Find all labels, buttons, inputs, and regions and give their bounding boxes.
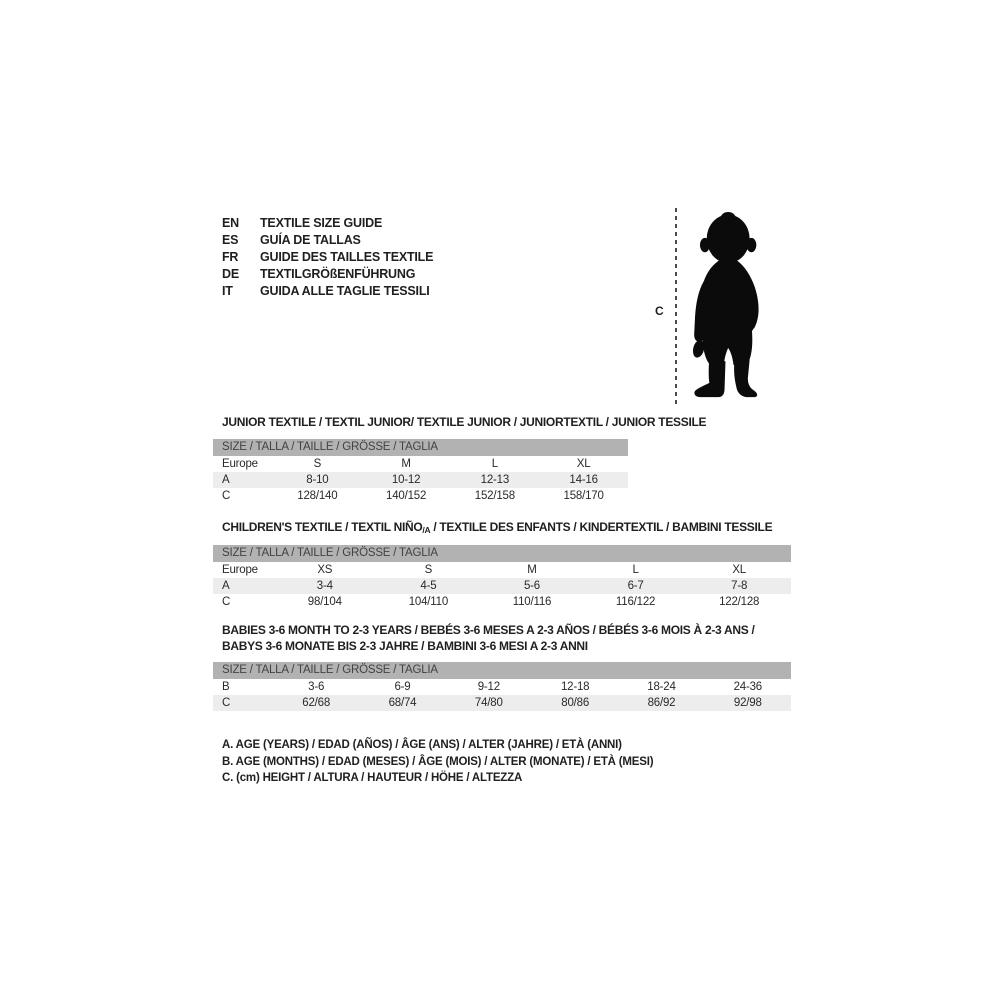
size-cell: XL — [732, 564, 746, 576]
age-cell: 6-9 — [394, 681, 411, 693]
size-cell: M — [401, 458, 411, 470]
age-cell: 3-6 — [308, 681, 325, 693]
height-measure-line — [675, 208, 677, 406]
language-row — [222, 266, 433, 283]
language-title: TEXTILE SIZE GUIDE — [260, 216, 383, 230]
height-cell: 68/74 — [388, 697, 417, 709]
language-code: IT — [222, 284, 233, 298]
row-label: B — [222, 681, 230, 693]
height-cell: 74/80 — [474, 697, 503, 709]
age-cell: 8-10 — [306, 474, 329, 486]
children-title-suffix: / TEXTILE DES ENFANTS / KINDERTEXTIL / BAMBINI TESSILE — [430, 520, 773, 534]
row-label: C — [222, 596, 231, 608]
language-code: FR — [222, 250, 239, 264]
height-cell: 98/104 — [307, 596, 342, 608]
row-label: Europe — [222, 458, 258, 470]
language-code: DE — [222, 267, 239, 281]
children-section-title — [222, 519, 772, 538]
babies-title-line2: BABYS 3-6 MONATE BIS 2-3 JAHRE / BAMBINI 3-6 MESI A 2-3 ANNI — [222, 639, 588, 653]
height-cell: 152/158 — [474, 490, 515, 502]
height-cell: 128/140 — [297, 490, 338, 502]
table-row — [213, 472, 628, 488]
babies-size-table — [213, 662, 791, 711]
size-cell: L — [491, 458, 498, 470]
footnote-line: C. (cm) HEIGHT / ALTURA / HAUTEUR / HÖHE / ALTEZZA — [222, 772, 523, 784]
language-code: ES — [222, 233, 239, 247]
age-cell: 4-5 — [420, 580, 437, 592]
age-cell: 6-7 — [627, 580, 644, 592]
table-row — [213, 679, 791, 695]
height-cell: 122/128 — [719, 596, 760, 608]
size-header-bar: SIZE / TALLA / TAILLE / GRÖSSE / TAGLIA — [213, 662, 791, 679]
age-cell: 14-16 — [569, 474, 598, 486]
row-label: C — [222, 697, 231, 709]
footnote-line: B. AGE (MONTHS) / EDAD (MESES) / ÂGE (MOIS) / ALTER (MONATE) / ETÀ (MESI) — [222, 755, 654, 768]
size-cell: XL — [576, 458, 591, 470]
language-row — [222, 215, 433, 232]
children-size-table — [213, 545, 791, 610]
height-cell: 116/122 — [615, 596, 656, 608]
table-row — [213, 695, 791, 711]
age-cell: 24-36 — [733, 681, 763, 693]
age-cell: 3-4 — [316, 580, 333, 592]
language-row — [222, 283, 433, 300]
height-cell: 80/86 — [561, 697, 590, 709]
age-cell: 9-12 — [477, 681, 500, 693]
height-label: C — [655, 304, 664, 318]
babies-title-line1: BABIES 3-6 MONTH TO 2-3 YEARS / BEBÉS 3-6 MESES A 2-3 AÑOS / BÉBÉS 3-6 MOIS À 2-3 ANS / — [222, 623, 755, 637]
table-row — [213, 456, 628, 472]
size-header-bar: SIZE / TALLA / TAILLE / GRÖSSE / TAGLIA — [213, 439, 628, 456]
language-title: GUÍA DE TALLAS — [260, 233, 361, 247]
language-row — [222, 232, 433, 249]
table-row — [213, 562, 791, 578]
size-cell: M — [527, 564, 537, 576]
language-title: TEXTILGRÖßENFÜHRUNG — [260, 267, 416, 281]
row-label: A — [222, 580, 230, 592]
junior-title-text: JUNIOR TEXTILE / TEXTIL JUNIOR/ TEXTILE JUNIOR / JUNIORTEXTIL / JUNIOR TESSILE — [222, 415, 707, 429]
age-cell: 12-13 — [480, 474, 510, 486]
row-label: Europe — [222, 564, 258, 576]
junior-section-title — [222, 414, 706, 430]
size-cell: S — [313, 458, 322, 470]
height-cell: 140/152 — [386, 490, 427, 502]
table-row — [213, 578, 791, 594]
babies-section-title — [222, 622, 754, 654]
children-title-prefix: CHILDREN'S TEXTILE / TEXTIL NIÑO — [222, 520, 423, 534]
size-cell: S — [424, 564, 433, 576]
age-cell: 12-18 — [560, 681, 590, 693]
language-row — [222, 249, 433, 266]
height-cell: 62/68 — [302, 697, 331, 709]
legend-footnotes — [222, 737, 653, 787]
table-row — [213, 594, 791, 610]
footnote-line: A. AGE (YEARS) / EDAD (AÑOS) / ÂGE (ANS) / ALTER (JAHRE) / ETÀ (ANNI) — [222, 739, 622, 751]
height-cell: 92/98 — [733, 697, 762, 709]
size-cell: XS — [317, 564, 333, 576]
height-cell: 158/170 — [563, 490, 604, 502]
children-title-subscript: /A — [422, 525, 431, 535]
height-cell: 86/92 — [647, 697, 676, 709]
junior-size-table — [213, 439, 628, 504]
height-cell: 110/116 — [512, 596, 552, 608]
language-code: EN — [222, 216, 239, 230]
row-label: A — [222, 474, 230, 486]
age-cell: 18-24 — [647, 681, 676, 693]
language-title: GUIDE DES TAILLES TEXTILE — [260, 250, 434, 264]
size-header-bar: SIZE / TALLA / TAILLE / GRÖSSE / TAGLIA — [213, 545, 791, 562]
age-cell: 5-6 — [523, 580, 540, 592]
size-cell: L — [632, 564, 639, 576]
language-title-list — [222, 215, 433, 300]
row-label: C — [222, 490, 231, 502]
age-cell: 10-12 — [391, 474, 421, 486]
language-title: GUIDA ALLE TAGLIE TESSILI — [260, 284, 430, 298]
table-row — [213, 488, 628, 504]
age-cell: 7-8 — [731, 580, 748, 592]
height-cell: 104/110 — [408, 596, 449, 608]
toddler-silhouette-icon — [687, 204, 772, 406]
